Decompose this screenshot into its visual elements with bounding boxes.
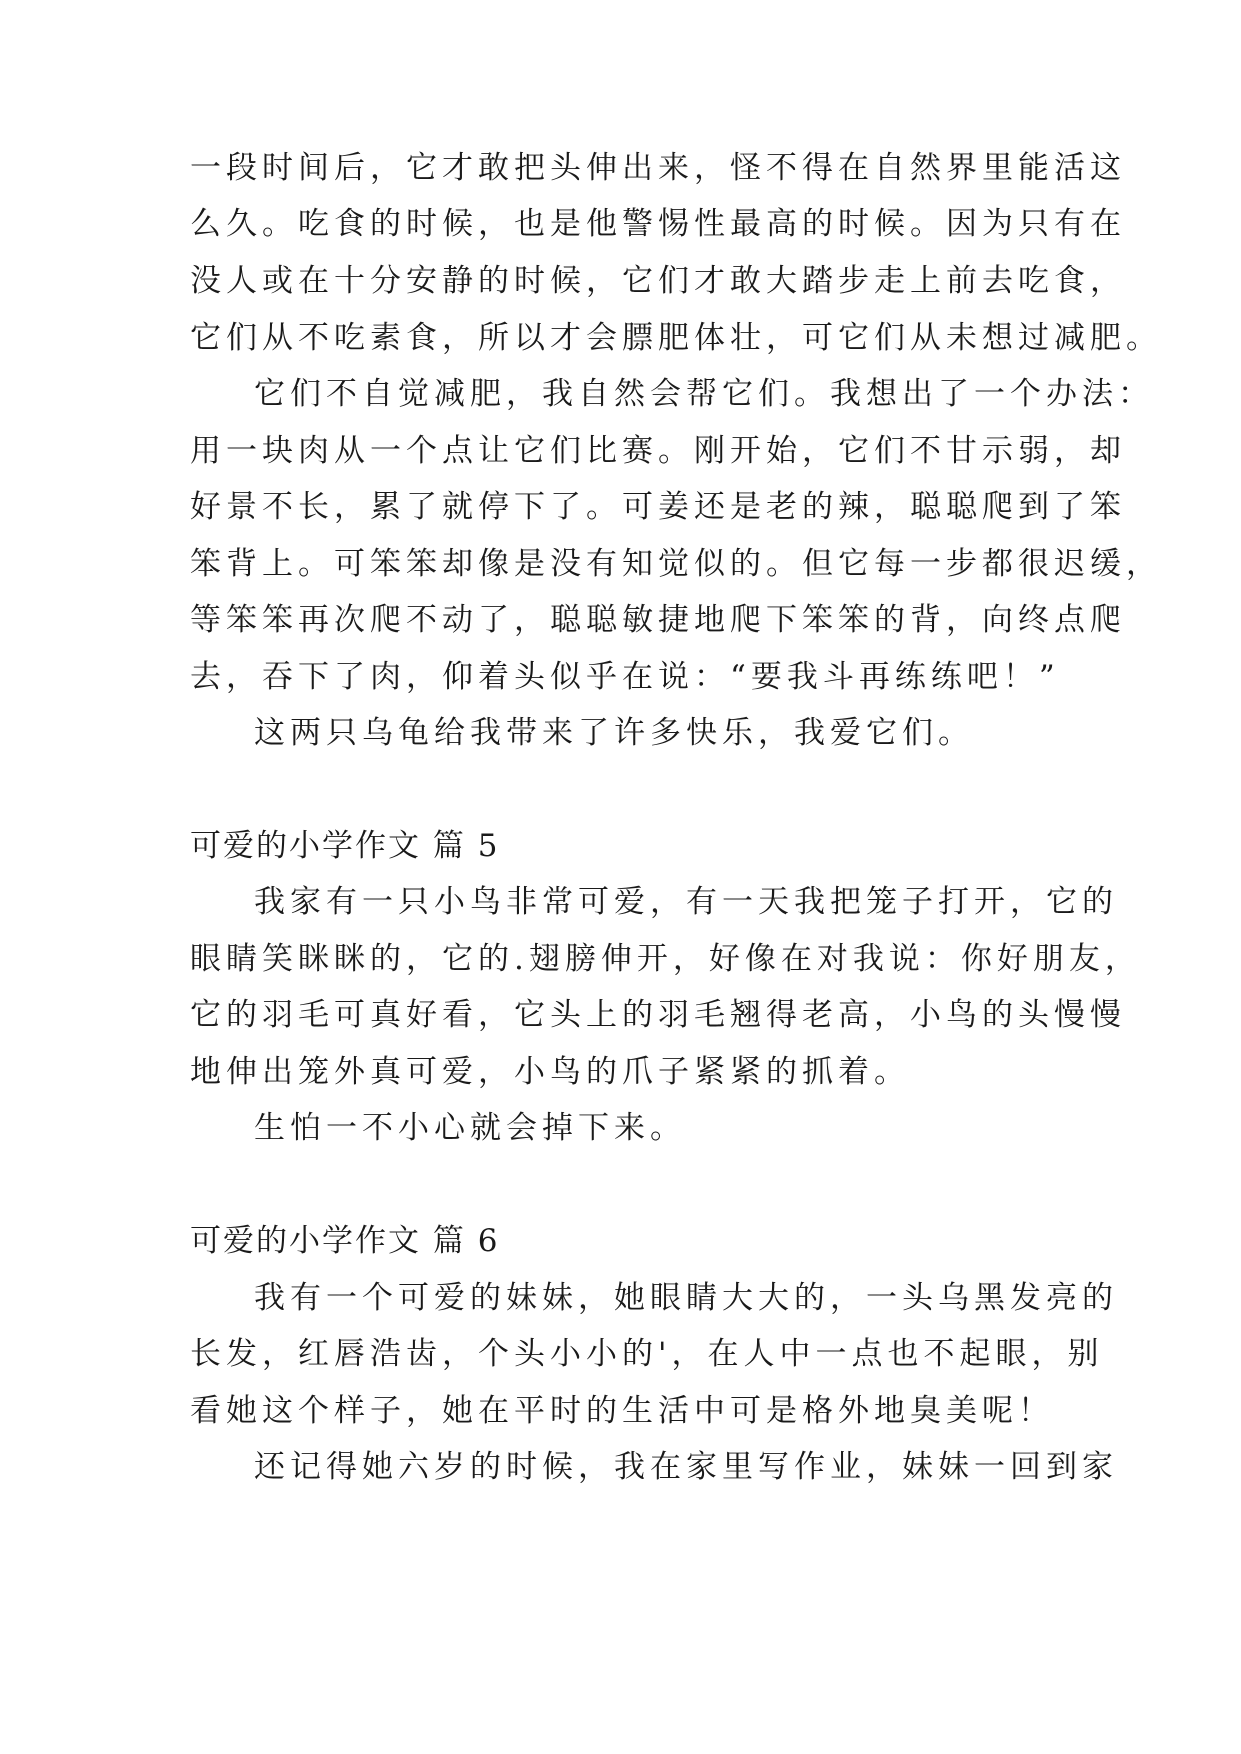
paragraph-line: 生怕一不小心就会掉下来。 <box>254 1110 686 1146</box>
paragraph-line: 这两只乌龟给我带来了许多快乐，我爱它们。 <box>254 715 974 751</box>
paragraph-line: 长发，红唇浩齿，个头小小的'，在人中一点也不起眼，别 <box>190 1336 1104 1372</box>
paragraph-line: 它的羽毛可真好看，它头上的羽毛翘得老高，小鸟的头慢慢 <box>190 997 1126 1033</box>
paragraph-line: 笨背上。可笨笨却像是没有知觉似的。但它每一步都很迟缓， <box>190 546 1162 582</box>
paragraph-line: 没人或在十分安静的时候，它们才敢大踏步走上前去吃食， <box>190 263 1126 299</box>
paragraph-line: 地伸出笼外真可爱，小鸟的爪子紧紧的抓着。 <box>190 1054 910 1090</box>
paragraph-line: 去，吞下了肉，仰着头似乎在说：“要我斗再练练吧！” <box>190 659 1060 695</box>
paragraph-line: 我家有一只小鸟非常可爱，有一天我把笼子打开，它的 <box>254 884 1118 920</box>
paragraph-line: 它们不自觉减肥，我自然会帮它们。我想出了一个办法： <box>254 376 1154 412</box>
section-heading: 可爱的小学作文 篇 5 <box>190 828 500 864</box>
paragraph-line: 我有一个可爱的妹妹，她眼睛大大的，一头乌黑发亮的 <box>254 1280 1118 1316</box>
section-heading: 可爱的小学作文 篇 6 <box>190 1223 500 1259</box>
paragraph-line: 么久。吃食的时候，也是他警惕性最高的时候。因为只有在 <box>190 206 1126 242</box>
paragraph-line: 它们从不吃素食，所以才会膘肥体壮，可它们从未想过减肥。 <box>190 320 1162 356</box>
paragraph-line: 还记得她六岁的时候，我在家里写作业，妹妹一回到家 <box>254 1449 1118 1485</box>
paragraph-line: 好景不长，累了就停下了。可姜还是老的辣，聪聪爬到了笨 <box>190 489 1126 525</box>
paragraph-line: 眼睛笑眯眯的，它的.翅膀伸开，好像在对我说：你好朋友， <box>190 941 1141 977</box>
paragraph-line: 用一块肉从一个点让它们比赛。刚开始，它们不甘示弱，却 <box>190 433 1126 469</box>
paragraph-line: 一段时间后，它才敢把头伸出来，怪不得在自然界里能活这 <box>190 150 1126 186</box>
paragraph-line: 看她这个样子，她在平时的生活中可是格外地臭美呢！ <box>190 1393 1054 1429</box>
paragraph-line: 等笨笨再次爬不动了，聪聪敏捷地爬下笨笨的背，向终点爬 <box>190 602 1126 638</box>
